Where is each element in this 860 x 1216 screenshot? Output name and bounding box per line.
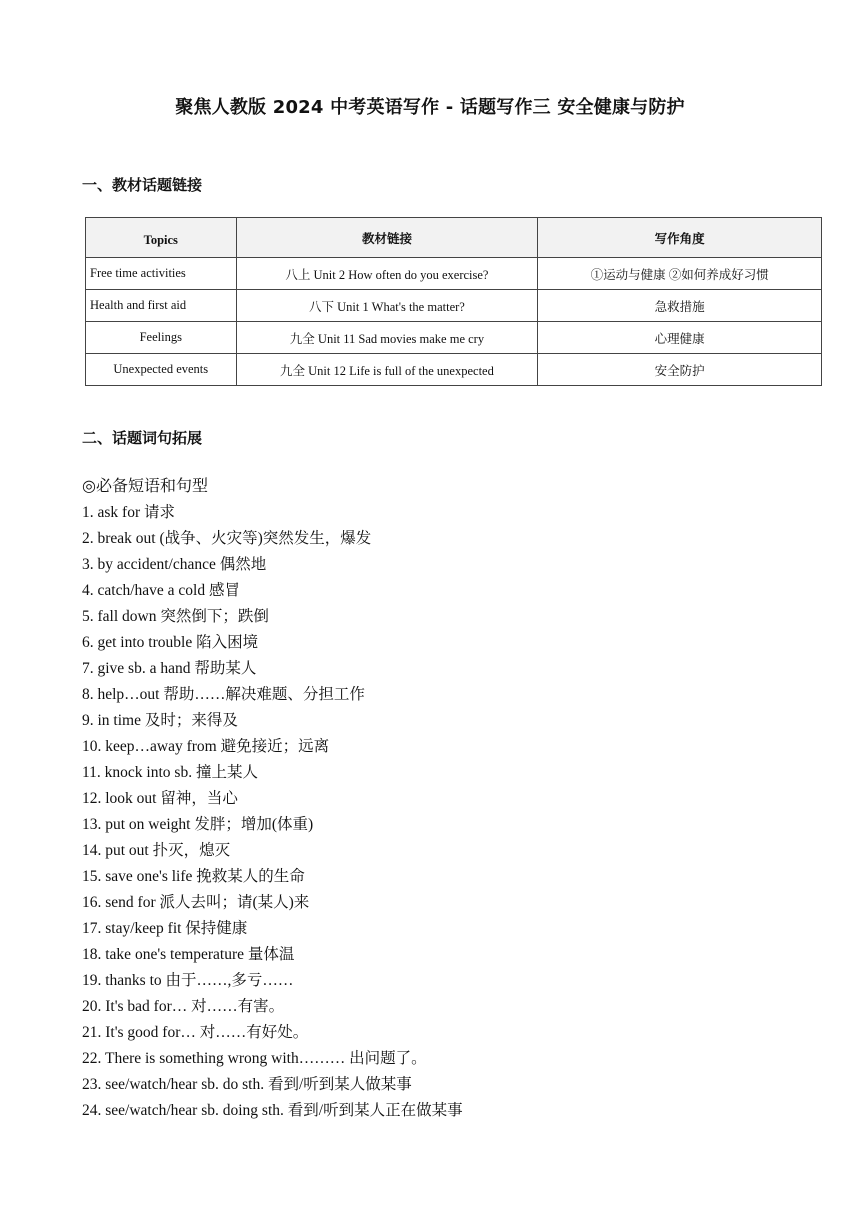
table-cell-writing-angle: 心理健康 <box>538 322 822 354</box>
table-cell-writing-angle: 急救措施 <box>538 290 822 322</box>
table-cell-topic: Unexpected events <box>86 354 237 386</box>
table-cell-writing-angle: 安全防护 <box>538 354 822 386</box>
list-item: 14. put out 扑灭，熄灭 <box>82 842 231 859</box>
phrase-list <box>82 474 463 1124</box>
list-item: 16. send for 派人去叫；请(某人)来 <box>82 894 310 911</box>
section-heading-textbook-links: 一、教材话题链接 <box>82 176 203 194</box>
list-item: 19. thanks to 由于……,多亏…… <box>82 972 294 989</box>
table-cell-topic: Health and first aid <box>86 290 237 322</box>
list-item: 21. It's good for… 对……有好处。 <box>82 1024 309 1041</box>
list-item: 8. help…out 帮助……解决难题、分担工作 <box>82 686 365 703</box>
table-cell-topic: Free time activities <box>86 258 237 290</box>
table-row <box>86 322 822 354</box>
list-item: 2. break out (战争、火灾等)突然发生，爆发 <box>82 530 372 547</box>
list-item: 3. by accident/chance 偶然地 <box>82 556 267 573</box>
list-item: 18. take one's temperature 量体温 <box>82 946 295 963</box>
table-row <box>86 354 822 386</box>
column-header-topics: Topics <box>86 218 237 258</box>
list-item: 17. stay/keep fit 保持健康 <box>82 920 248 937</box>
table-cell-textbook-link: 九全 Unit 11 Sad movies make me cry <box>236 322 538 354</box>
table-cell-textbook-link: 九全 Unit 12 Life is full of the unexpected <box>236 354 538 386</box>
column-header-textbook-link: 教材链接 <box>236 218 538 258</box>
table-row <box>86 258 822 290</box>
table-cell-textbook-link: 八下 Unit 1 What's the matter? <box>236 290 538 322</box>
topics-table <box>85 217 822 386</box>
section-heading-vocabulary: 二、话题词句拓展 <box>82 429 203 447</box>
list-item: 23. see/watch/hear sb. do sth. 看到/听到某人做某事 <box>82 1076 412 1093</box>
list-item: 13. put on weight 发胖；增加(体重) <box>82 816 314 833</box>
list-item: 11. knock into sb. 撞上某人 <box>82 764 258 781</box>
list-item: 4. catch/have a cold 感冒 <box>82 582 240 599</box>
list-item: 12. look out 留神，当心 <box>82 790 238 807</box>
page-title: 聚焦人教版 2024 中考英语写作 - 话题写作三 安全健康与防护 <box>175 97 685 118</box>
table-cell-writing-angle: ①运动与健康 ②如何养成好习惯 <box>538 258 822 290</box>
list-item: 22. There is something wrong with……… 出问题了。 <box>82 1050 427 1067</box>
list-item: 1. ask for 请求 <box>82 504 175 521</box>
list-item: 7. give sb. a hand 帮助某人 <box>82 660 257 677</box>
column-header-writing-angle: 写作角度 <box>538 218 822 258</box>
table-row <box>86 290 822 322</box>
list-item: 24. see/watch/hear sb. doing sth. 看到/听到某人正在做某事 <box>82 1102 463 1119</box>
list-item: 9. in time 及时；来得及 <box>82 712 238 729</box>
table-cell-textbook-link: 八上 Unit 2 How often do you exercise? <box>236 258 538 290</box>
list-item: 15. save one's life 挽救某人的生命 <box>82 868 305 885</box>
table-cell-topic: Feelings <box>86 322 237 354</box>
list-item: 6. get into trouble 陷入困境 <box>82 634 259 651</box>
table-header-row <box>86 218 822 258</box>
list-item: 20. It's bad for… 对……有害。 <box>82 998 285 1015</box>
list-item: 5. fall down 突然倒下；跌倒 <box>82 608 269 625</box>
list-item: 10. keep…away from 避免接近；远离 <box>82 738 330 755</box>
phrase-list-subheading: ◎必备短语和句型 <box>82 478 208 495</box>
